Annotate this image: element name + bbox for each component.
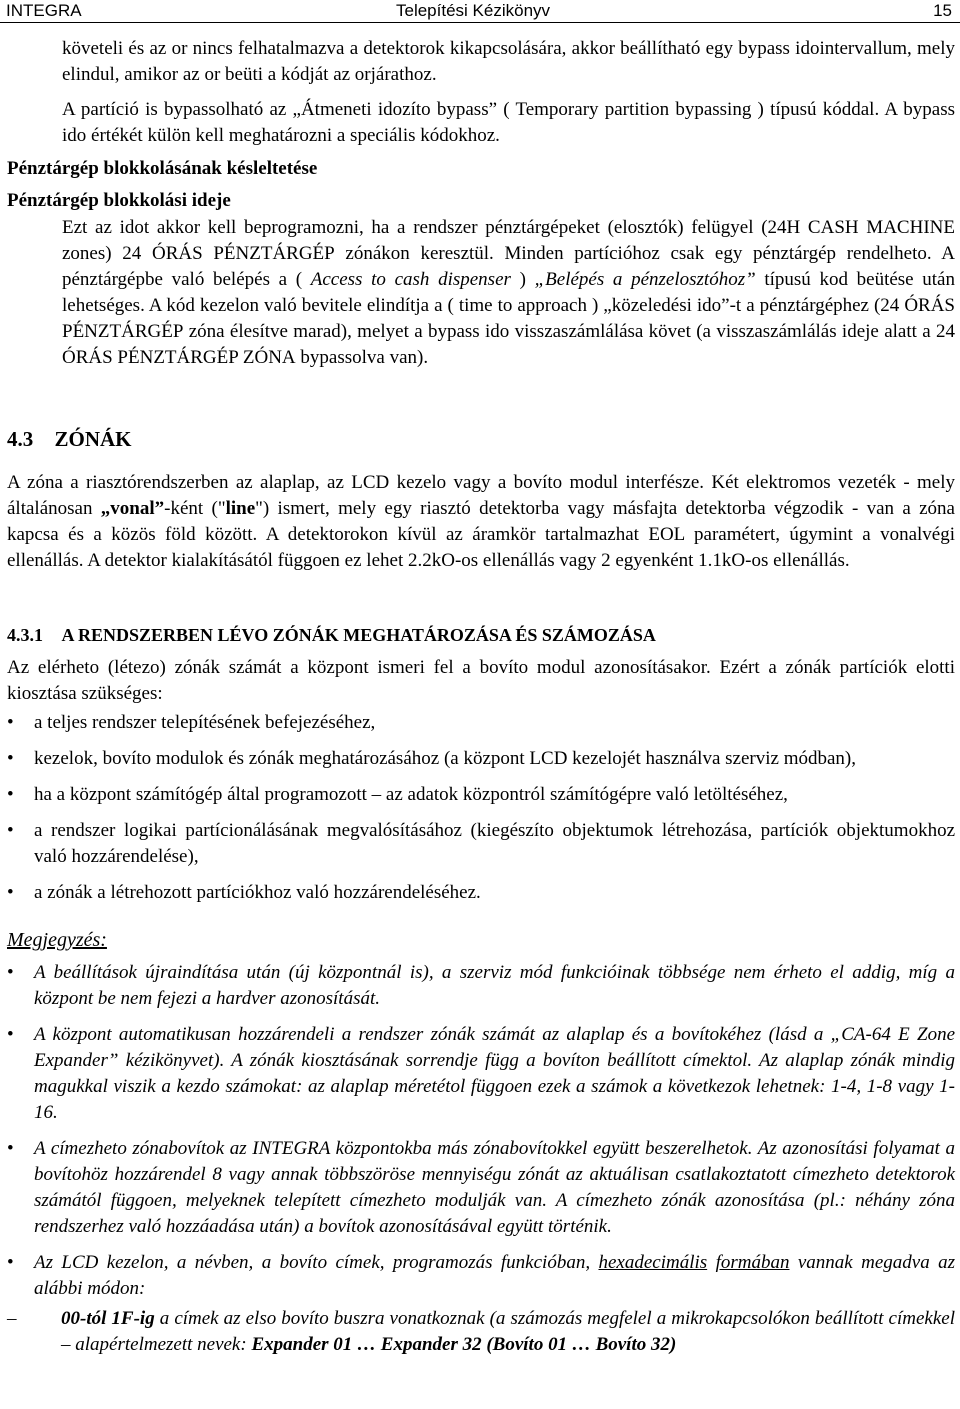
header-product: INTEGRA [6, 1, 82, 20]
section-4-3-heading [7, 427, 132, 452]
list-item: • a zónák a létrehozott partíciókhoz való hozzárendeléséhez. [7, 882, 481, 903]
list-item: • a rendszer logikai partícionálásának megvalósításához (kiegészíto objektumok létrehozása, partíciók objektumokhoz való hozzárendelése), [7, 820, 955, 867]
header-page-number: 15 [933, 1, 952, 20]
header-title: Telepítési Kézikönyv [396, 1, 551, 20]
list-item: • kezelok, bovíto modulok és zónák meghatározásához (a központ LCD kezelojét használva szerviz módban), [7, 748, 856, 769]
intro-paragraph-1: követeli és az or nincs felhatalmazva a detektorok kikapcsolására, akkor beállítható egy bypass idointervallum, mely elindul, amikor az or beüti a kódját az orjárathoz. [62, 38, 955, 85]
zones-definition-paragraph: Az elérheto (létezo) zónák számát a központ ismeri fel a bovíto modul azonosításakor. Ezért a zónák partíciók elotti kiosztása szükséges: [7, 657, 955, 704]
section-number: 4.3 [7, 427, 34, 451]
list-item: – 00-tól 1F-ig a címek az elso bovíto buszra vonatkoznak (a számozás megfelel a mikrokapcsolókon beállított címekkel – alapértelmezett nevek: Expander 01 … Expander 32 (Bovíto 01 … Bovíto 32) [7, 1308, 955, 1355]
list-item: • Az LCD kezelon, a névben, a bovíto címek, programozás funkcióban, hexadecimális formában vannak megadva az alábbi módon: [7, 1252, 955, 1299]
notes-list [7, 960, 955, 1368]
subsection-title: A RENDSZERBEN LÉVO ZÓNÁK MEGHATÁROZÁSA ÉS SZÁMOZÁSA [61, 625, 656, 645]
section-title: ZÓNÁK [54, 427, 132, 451]
list-item: • A központ automatikusan hozzárendeli a rendszer zónák számát az alaplap és a bovítokéhez (lásd a „CA-64 E Zone Expander” kézikönyvet). A zónák kiosztásának sorrendje függ a bovíton beállított címektol. Az alaplap zónák mindig magukkal viszik a kezdo számokat: az alaplap méretétol függoen ezek a számok a következok lehetnek: 1-4, 1-8 vagy 1-16. [7, 1024, 955, 1123]
list-item: • A címezheto zónabovítok az INTEGRA központokba más zónabovítokkel együtt beszerelhetok. Az azonosítási folyamat a bovítohöz hozzárendel 8 vagy annak többszöröse mennyiségu zónát az aktuálisan csatlakoztatott címezheto detektorok számától függoen, melyeknek telepített címezheto modulják van. A címezheto zónák azonosítása (pl.: néhány zóna rendszerhez való hozzáadása után) a bovítok azonosításával együtt történik. [7, 1138, 955, 1237]
heading-cash-delay: Pénztárgép blokkolásának késleltetése [7, 158, 318, 179]
list-item: • A beállítások újraindítása után (új központnál is), a szerviz mód funkcióinak többsége nem érheto el addig, míg a központ be nem fejezi a hardver azonosítását. [7, 962, 955, 1009]
heading-cash-time: Pénztárgép blokkolási ideje [7, 190, 231, 211]
list-item: • a teljes rendszer telepítésének befejezéséhez, [7, 712, 376, 733]
section-4-3-1-heading [7, 625, 656, 646]
list-item: • ha a központ számítógép által programozott – az adatok központról számítógépre való letöltéséhez, [7, 784, 788, 805]
intro-paragraph-2: A partíció is bypassolható az „Átmeneti idozíto bypass” ( Temporary partition bypassing ) típusú kóddal. A bypass ido értékét külön kell meghatározni a speciális kódokhoz. [62, 99, 955, 146]
zones-paragraph: A zóna a riasztórendszerben az alaplap, az LCD kezelo vagy a bovíto modul interfésze. Két elektromos vezeték - mely általánosan „vonal”-ként ("line") ismert, mely egy riasztó detektorba vagy másfajta detektorba végzodik - van a zóna kapcsa és a közös föld között. A detektorokon kívül az áramkör tartalmazhat EOL paramétert, úgymint a vonalvégi ellenállás. A detektor kialakításától függoen ez lehet 2.2kO-os ellenállás vagy 2 egyenként 1.1kO-os ellenállás. [7, 472, 955, 571]
cash-paragraph: Ezt az idot akkor kell beprogramozni, ha a rendszer pénztárgépeket (elosztók) felügyel (24H CASH MACHINE zones) 24 ÓRÁS PÉNZTÁRGÉP zónákon keresztül. Minden partícióhoz csak egy pénztárgép rendelheto. A pénztárgépbe való belépés a ( Access to cash dispenser ) „Belépés a pénzelosztóhoz” típusú kod beütése után lehetséges. A kód kezelon való bevitele elindítja a ( time to approach ) „közeledési ido”-t a pénztárgéphez (24 ÓRÁS PÉNZTÁRGÉP zóna élesítve marad), melyet a bypass ido visszaszámlálása követ (a visszaszámlálás ideje alatt a 24 ÓRÁS PÉNZTÁRGÉP ZÓNA bypassolva van). [62, 217, 955, 368]
note-title: Megjegyzés: [7, 929, 107, 951]
subsection-number: 4.3.1 [7, 625, 43, 645]
zone-assignment-list [7, 710, 955, 916]
page-header [0, 0, 960, 23]
